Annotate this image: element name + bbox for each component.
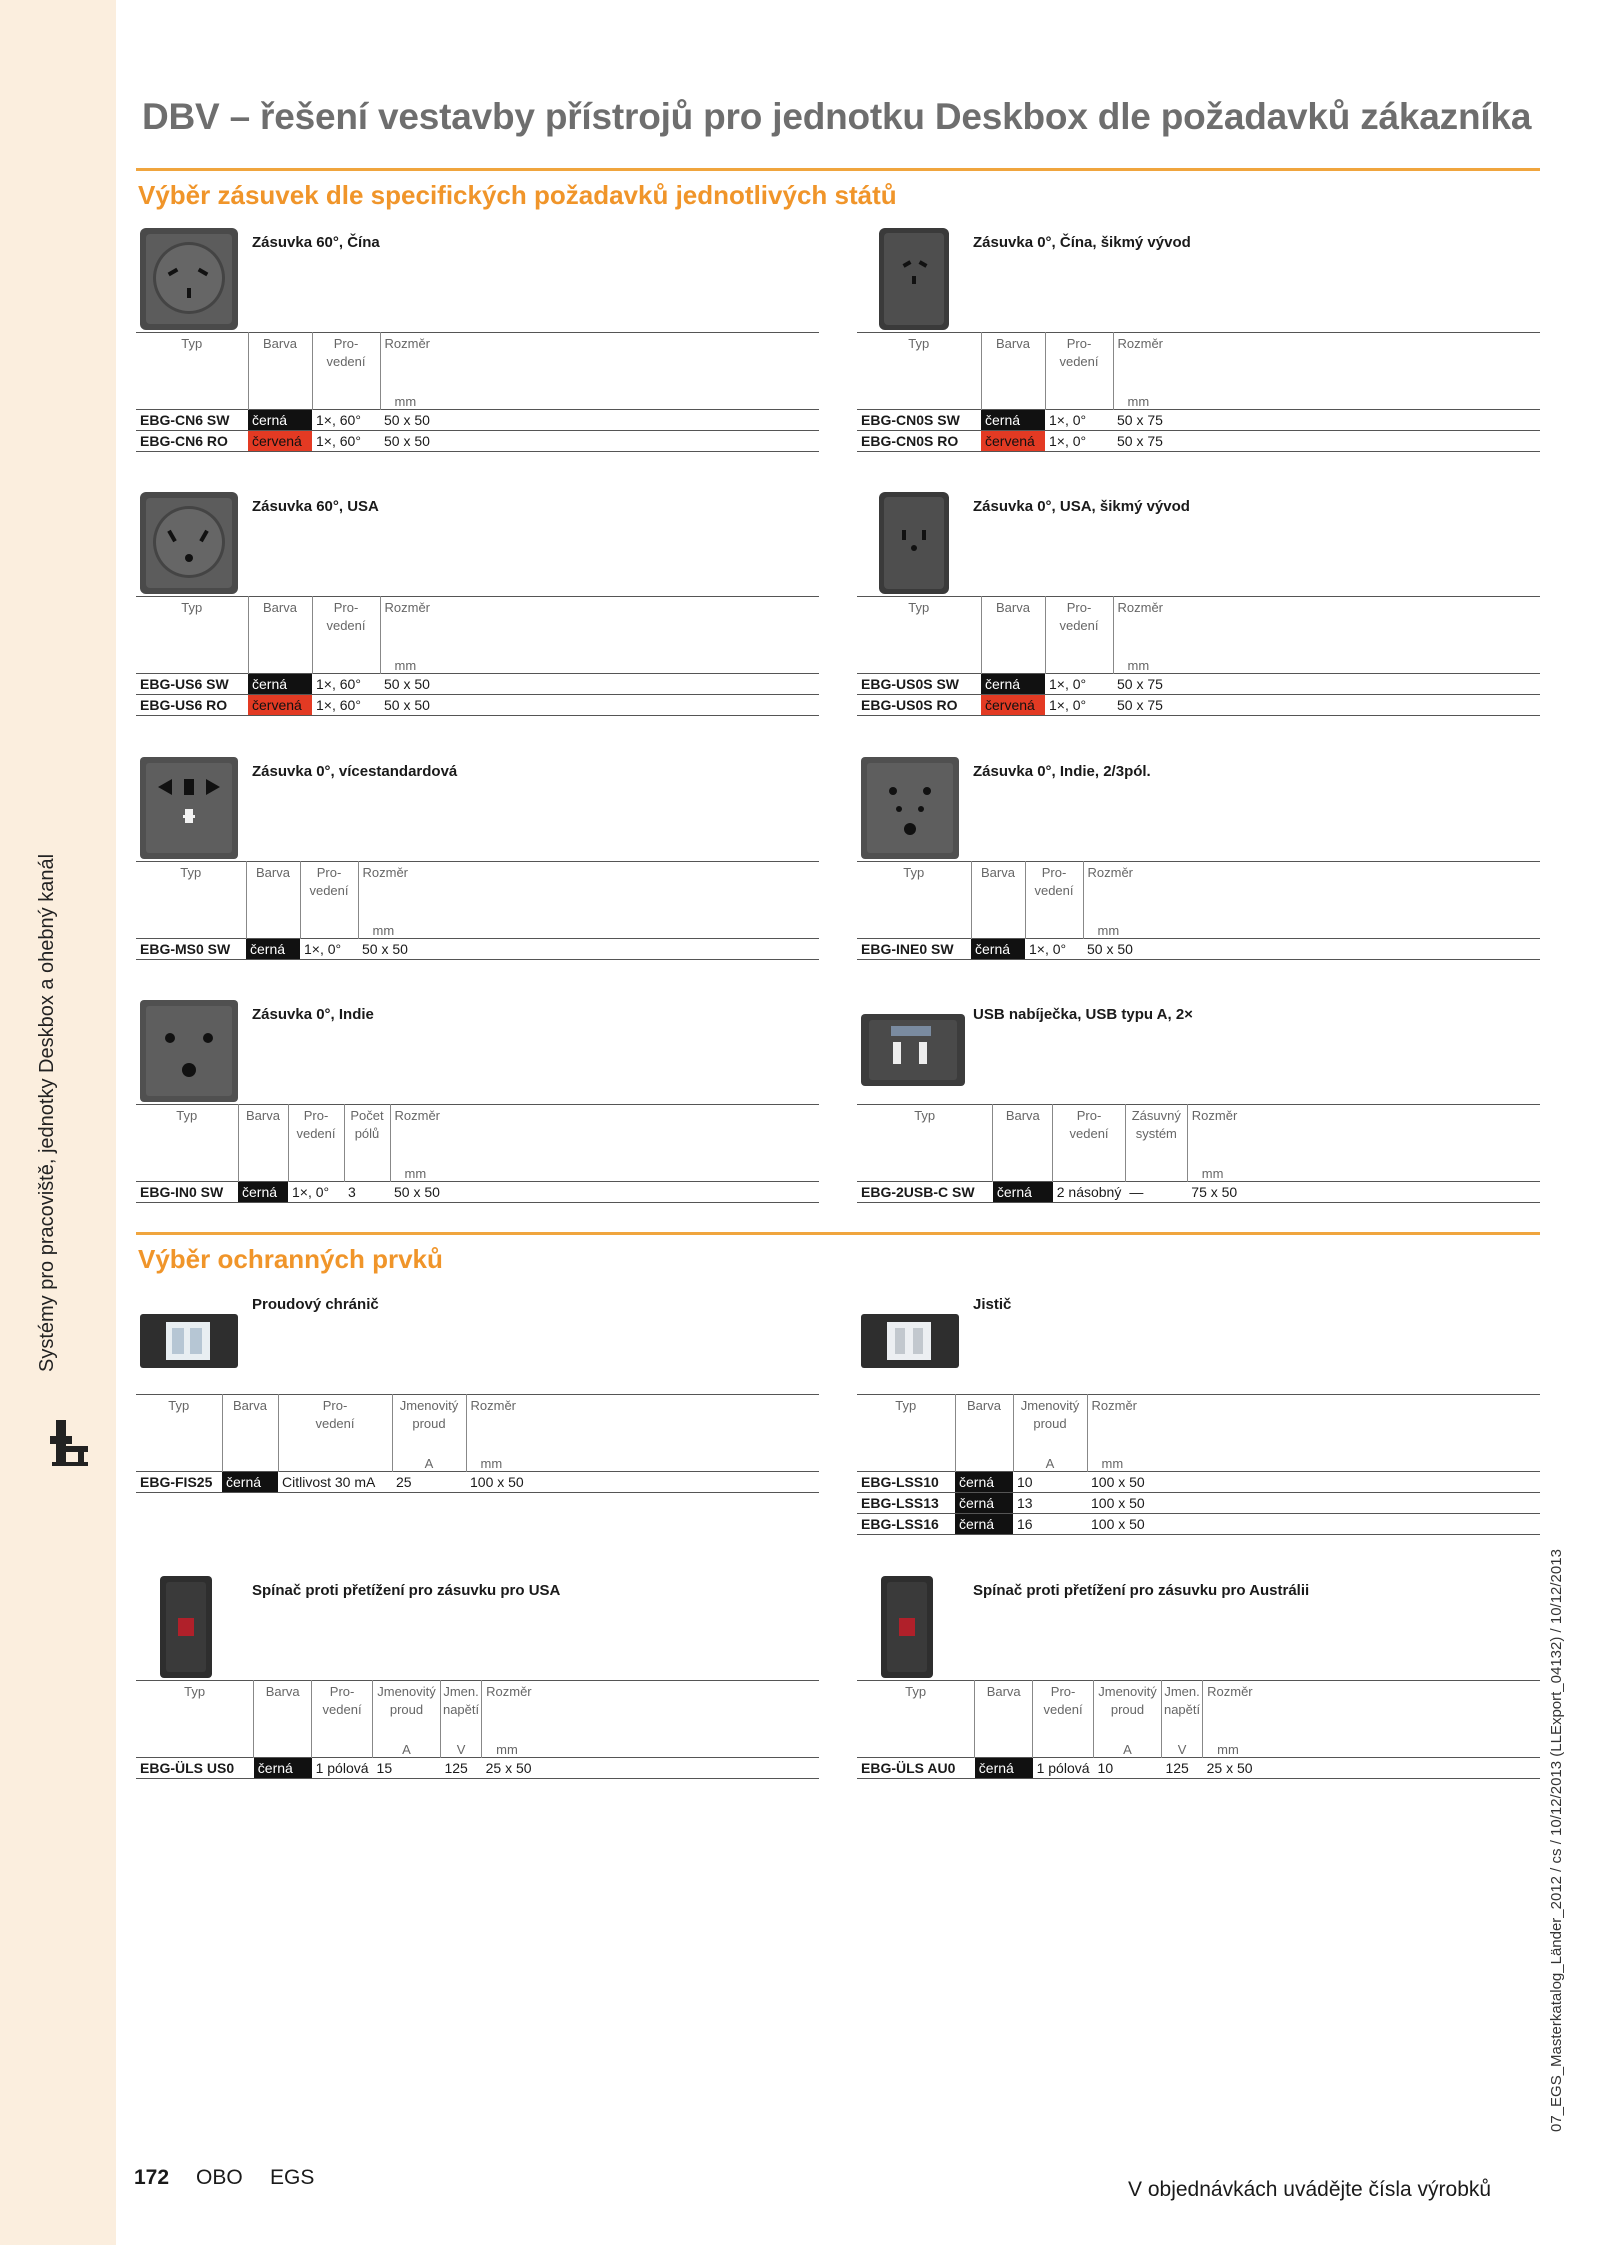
table-row	[136, 674, 819, 695]
column-header: Typ	[857, 1105, 993, 1164]
product-code: EBG-CN0S RO	[861, 433, 959, 449]
unit-cell: mm	[394, 658, 417, 673]
spec-table	[136, 596, 819, 716]
sidebar-section-label: Systémy pro pracoviště, jednotky Deskbox a ohebný kanál	[36, 853, 58, 1372]
unit-cell	[136, 920, 246, 939]
unit-cell	[136, 1163, 238, 1182]
spec-value: —	[1129, 1184, 1144, 1200]
column-header: Barva	[955, 1395, 1013, 1454]
unit-cell: mm	[1217, 1742, 1239, 1757]
footer-series: EGS	[270, 2166, 315, 2189]
unit-cell: A	[1094, 1739, 1162, 1758]
color-cell: černá	[955, 1493, 1013, 1514]
unit-cell	[857, 920, 971, 939]
table-row	[857, 410, 1540, 431]
spec-table	[136, 1394, 819, 1493]
unit-cell	[238, 1163, 288, 1182]
unit-cell: A	[1013, 1453, 1087, 1472]
overload-switch-australia-image	[881, 1576, 981, 1680]
unit-cell: mm	[372, 923, 395, 938]
unit-cell	[288, 1163, 344, 1182]
unit-cell	[246, 920, 300, 939]
unit-cell	[312, 391, 380, 410]
column-header: Typ	[136, 597, 248, 656]
unit-cell	[312, 655, 380, 674]
product-code: EBG-LSS10	[861, 1474, 939, 1490]
spec-value: 16	[1017, 1516, 1033, 1532]
product-title: Proudový chránič	[252, 1296, 379, 1313]
column-header: Rozměr	[1091, 1398, 1138, 1413]
column-header: Pro- vedení	[1025, 862, 1083, 921]
column-header: Typ	[857, 1681, 975, 1740]
column-header: Typ	[857, 1395, 955, 1454]
color-cell: černá	[955, 1472, 1013, 1493]
color-cell: červená	[981, 431, 1045, 452]
table-row	[857, 695, 1540, 716]
color-cell: červená	[248, 695, 312, 716]
unit-cell: A	[392, 1453, 466, 1472]
column-header: Typ	[857, 333, 981, 392]
overload-switch-usa-image	[160, 1576, 260, 1680]
column-header: Rozměr	[470, 1398, 517, 1413]
product-code: EBG-CN0S SW	[861, 412, 960, 428]
spec-table	[857, 1104, 1540, 1203]
page-number: 172	[134, 2166, 170, 2189]
section-title-protection: Výběr ochranných prvků	[138, 1244, 443, 1274]
unit-cell	[1033, 1739, 1094, 1758]
table-row	[857, 1514, 1540, 1535]
unit-cell	[254, 1739, 312, 1758]
table-row	[136, 1472, 819, 1493]
unit-cell	[1045, 391, 1113, 410]
column-header: Pro- vedení	[1045, 333, 1113, 392]
unit-cell: mm	[404, 1166, 427, 1181]
section-divider	[136, 1232, 1540, 1235]
column-header: Zásuvný systém	[1125, 1105, 1187, 1164]
column-header: Pro- vedení	[288, 1105, 344, 1164]
column-header: Typ	[136, 333, 248, 392]
column-header: Jmenovitý proud	[1094, 1681, 1162, 1740]
color-cell: černá	[238, 1182, 288, 1203]
column-header: Rozměr	[1207, 1684, 1253, 1699]
table-row	[857, 1182, 1540, 1203]
spec-table	[136, 1680, 819, 1779]
product-code: EBG-LSS13	[861, 1495, 939, 1511]
product-code: EBG-US0S SW	[861, 676, 960, 692]
spec-value: 1×, 0°	[304, 941, 342, 957]
spec-table	[857, 1394, 1540, 1535]
spec-value: 125	[1165, 1760, 1189, 1776]
table-row	[857, 939, 1540, 960]
unit-cell	[971, 920, 1025, 939]
spec-table	[857, 332, 1540, 452]
socket-india-2-3-pole-image	[861, 757, 961, 861]
unit-cell	[857, 1163, 993, 1182]
spec-value: 50 x 75	[1117, 433, 1163, 449]
workstation-icon	[48, 1418, 92, 1470]
spec-value: 1×, 60°	[316, 676, 361, 692]
spec-value: 50 x 75	[1117, 697, 1163, 713]
socket-multistandard-image	[140, 757, 240, 861]
color-cell: červená	[981, 695, 1045, 716]
unit-cell	[248, 391, 312, 410]
product-title: Spínač proti přetížení pro zásuvku pro Austrálii	[973, 1582, 1310, 1599]
spec-value: 125	[444, 1760, 468, 1776]
spec-value: 1×, 0°	[1049, 676, 1087, 692]
unit-cell	[312, 1739, 373, 1758]
spec-value: 2 násobný	[1056, 1184, 1122, 1200]
unit-cell: mm	[1101, 1456, 1124, 1471]
unit-cell	[857, 391, 981, 410]
rcd-breaker-image	[140, 1314, 240, 1394]
unit-cell	[136, 391, 248, 410]
color-cell: černá	[981, 410, 1045, 431]
unit-cell	[248, 655, 312, 674]
column-header: Pro- vedení	[312, 1681, 373, 1740]
spec-value: 100 x 50	[1091, 1474, 1145, 1490]
column-header: Barva	[248, 597, 312, 656]
unit-cell	[993, 1163, 1053, 1182]
column-header: Typ	[136, 862, 246, 921]
spec-table	[857, 596, 1540, 716]
product-title: Zásuvka 0°, Indie	[252, 1006, 374, 1023]
title-divider	[136, 168, 1540, 171]
column-header: Pro- vedení	[300, 862, 358, 921]
column-header: Jmenovitý proud	[1013, 1395, 1087, 1454]
column-header: Barva	[246, 862, 300, 921]
column-header: Pro- vedení	[1053, 1105, 1126, 1164]
color-cell: černá	[248, 674, 312, 695]
unit-cell: mm	[394, 394, 417, 409]
column-header: Jmen. napětí	[1161, 1681, 1202, 1740]
color-cell: černá	[975, 1758, 1033, 1779]
color-cell: černá	[254, 1758, 312, 1779]
spec-table	[136, 861, 819, 960]
spec-value: 1×, 0°	[1049, 433, 1087, 449]
column-header: Jmen. napětí	[440, 1681, 481, 1740]
spec-value: 25 x 50	[485, 1760, 532, 1776]
color-cell: černá	[222, 1472, 278, 1493]
unit-cell: mm	[1201, 1166, 1224, 1181]
unit-cell	[136, 655, 248, 674]
product-code: EBG-FIS25	[140, 1474, 213, 1490]
spec-table	[857, 861, 1540, 960]
product-title: Zásuvka 0°, Indie, 2/3pól.	[973, 763, 1151, 780]
column-header: Počet pólů	[344, 1105, 390, 1164]
product-title: Zásuvka 0°, USA, šikmý vývod	[973, 498, 1190, 515]
spec-value: 50 x 50	[384, 697, 430, 713]
unit-cell	[857, 1453, 955, 1472]
product-title: Zásuvka 0°, vícestandardová	[252, 763, 458, 780]
page-title: DBV – řešení vestavby přístrojů pro jednotku Deskbox dle požadavků zákazníka	[142, 96, 1532, 137]
unit-cell	[981, 655, 1045, 674]
column-header: Pro- vedení	[278, 1395, 392, 1454]
section-title-sockets: Výběr zásuvek dle specifických požadavků jednotlivých států	[138, 180, 897, 210]
product-code: EBG-ÜLS US0	[140, 1760, 235, 1776]
table-row	[857, 1758, 1540, 1779]
spec-value: 50 x 50	[384, 676, 430, 692]
socket-usa-0-angled-image	[879, 492, 979, 596]
product-code: EBG-US0S RO	[861, 697, 958, 713]
circuit-breaker-image	[861, 1314, 961, 1394]
unit-cell	[1025, 920, 1083, 939]
column-header: Rozměr	[486, 1684, 532, 1699]
column-header: Barva	[981, 333, 1045, 392]
spec-value: 50 x 50	[384, 412, 430, 428]
column-header: Typ	[136, 1105, 238, 1164]
product-code: EBG-CN6 RO	[140, 433, 228, 449]
spec-value: 1 pólová	[315, 1760, 369, 1776]
spec-value: 1×, 0°	[1049, 412, 1087, 428]
column-header: Jmenovitý proud	[373, 1681, 441, 1740]
unit-cell	[136, 1739, 254, 1758]
spec-value: 13	[1017, 1495, 1033, 1511]
column-header: Rozměr	[394, 1108, 441, 1123]
product-title: Zásuvka 0°, Čína, šikmý vývod	[973, 234, 1191, 251]
spec-value: 25 x 50	[1206, 1760, 1253, 1776]
spec-table	[857, 1680, 1540, 1779]
color-cell: černá	[248, 410, 312, 431]
product-code: EBG-ÜLS AU0	[861, 1760, 956, 1776]
unit-cell	[857, 655, 981, 674]
product-code: EBG-US6 RO	[140, 697, 228, 713]
unit-cell: mm	[1127, 394, 1150, 409]
column-header: Pro- vedení	[1045, 597, 1113, 656]
column-header: Barva	[238, 1105, 288, 1164]
spec-value: 50 x 50	[362, 941, 408, 957]
socket-china-0-angled-image	[879, 228, 979, 332]
unit-cell: mm	[480, 1456, 503, 1471]
unit-cell	[1045, 655, 1113, 674]
column-header: Typ	[136, 1395, 222, 1454]
product-title: Jistič	[973, 1296, 1012, 1313]
spec-value: 15	[376, 1760, 393, 1776]
color-cell: černá	[971, 939, 1025, 960]
catalog-edge-reference: 07_EGS_Masterkatalog_Länder_2012 / cs / 10/12/2013 (LLExport_04132) / 10/12/2013	[1548, 1549, 1565, 2132]
unit-cell: A	[373, 1739, 441, 1758]
unit-cell	[955, 1453, 1013, 1472]
socket-usa-60-image	[140, 492, 240, 596]
spec-value: 3	[348, 1184, 356, 1200]
socket-india-image	[140, 1000, 240, 1104]
table-row	[136, 431, 819, 452]
table-row	[857, 431, 1540, 452]
unit-cell	[1053, 1163, 1126, 1182]
spec-value: 1×, 60°	[316, 412, 361, 428]
product-code: EBG-LSS16	[861, 1516, 939, 1532]
color-cell: černá	[955, 1514, 1013, 1535]
column-header: Barva	[975, 1681, 1033, 1740]
table-row	[136, 1182, 819, 1203]
column-header: Pro- vedení	[312, 333, 380, 392]
spec-value: 10	[1017, 1474, 1033, 1490]
unit-cell	[222, 1453, 278, 1472]
column-header: Rozměr	[384, 600, 431, 615]
spec-value: 25	[396, 1474, 412, 1490]
product-title: USB nabíječka, USB typu A, 2×	[973, 1006, 1193, 1023]
spec-value: 1 pólová	[1036, 1760, 1090, 1776]
column-header: Barva	[222, 1395, 278, 1454]
unit-cell: V	[1161, 1739, 1202, 1758]
column-header: Typ	[857, 597, 981, 656]
spec-table	[136, 1104, 819, 1203]
spec-table	[136, 332, 819, 452]
column-header: Rozměr	[384, 336, 431, 351]
table-row	[857, 1472, 1540, 1493]
column-header: Barva	[971, 862, 1025, 921]
unit-cell: V	[440, 1739, 481, 1758]
socket-china-60-image	[140, 228, 240, 332]
column-header: Pro- vedení	[1033, 1681, 1094, 1740]
table-row	[857, 674, 1540, 695]
color-cell: černá	[246, 939, 300, 960]
footer-brand: OBO	[196, 2166, 243, 2189]
unit-cell	[1125, 1163, 1187, 1182]
spec-value: 100 x 50	[1091, 1495, 1145, 1511]
color-cell: černá	[993, 1182, 1053, 1203]
spec-value: 1×, 0°	[1029, 941, 1067, 957]
product-code: EBG-IN0 SW	[140, 1184, 224, 1200]
table-row	[136, 695, 819, 716]
unit-cell: mm	[1127, 658, 1150, 673]
table-row	[857, 1493, 1540, 1514]
column-header: Rozměr	[1087, 865, 1134, 880]
column-header: Rozměr	[1117, 336, 1164, 351]
spec-value: 75 x 50	[1191, 1184, 1238, 1200]
spec-value: 100 x 50	[1091, 1516, 1145, 1532]
column-header: Barva	[248, 333, 312, 392]
color-cell: černá	[981, 674, 1045, 695]
column-header: Typ	[136, 1681, 254, 1740]
spec-value: 100 x 50	[470, 1474, 524, 1490]
table-row	[136, 939, 819, 960]
column-header: Barva	[981, 597, 1045, 656]
unit-cell: mm	[496, 1742, 518, 1757]
product-code: EBG-US6 SW	[140, 676, 229, 692]
unit-cell	[344, 1163, 390, 1182]
spec-value: 1×, 60°	[316, 697, 361, 713]
column-header: Barva	[993, 1105, 1053, 1164]
spec-value: 1×, 0°	[1049, 697, 1087, 713]
footer-order-note: V objednávkách uvádějte čísla výrobků	[1128, 2178, 1492, 2201]
spec-value: 50 x 50	[1087, 941, 1133, 957]
spec-value: 50 x 75	[1117, 412, 1163, 428]
unit-cell	[300, 920, 358, 939]
spec-value: Citlivost 30 mA	[282, 1474, 376, 1490]
product-code: EBG-CN6 SW	[140, 412, 230, 428]
spec-value: 1×, 60°	[316, 433, 361, 449]
spec-value: 50 x 50	[394, 1184, 440, 1200]
column-header: Rozměr	[1117, 600, 1164, 615]
product-code: EBG-INE0 SW	[861, 941, 954, 957]
column-header: Rozměr	[362, 865, 409, 880]
product-code: EBG-2USB-C SW	[861, 1184, 975, 1200]
unit-cell	[975, 1739, 1033, 1758]
unit-cell	[136, 1453, 222, 1472]
spec-value: 10	[1097, 1760, 1114, 1776]
unit-cell	[857, 1739, 975, 1758]
product-title: Zásuvka 60°, Čína	[252, 234, 380, 251]
spec-value: 50 x 50	[384, 433, 430, 449]
column-header: Jmenovitý proud	[392, 1395, 466, 1454]
column-header: Typ	[857, 862, 971, 921]
column-header: Rozměr	[1191, 1108, 1238, 1123]
product-title: Zásuvka 60°, USA	[252, 498, 379, 515]
product-code: EBG-MS0 SW	[140, 941, 231, 957]
unit-cell: mm	[1097, 923, 1120, 938]
column-header: Pro- vedení	[312, 597, 380, 656]
column-header: Barva	[254, 1681, 312, 1740]
unit-cell	[278, 1453, 392, 1472]
usb-charger-image	[861, 1000, 971, 1104]
spec-value: 1×, 0°	[292, 1184, 330, 1200]
table-row	[136, 1758, 819, 1779]
color-cell: červená	[248, 431, 312, 452]
product-title: Spínač proti přetížení pro zásuvku pro USA	[252, 1582, 561, 1599]
unit-cell	[981, 391, 1045, 410]
spec-value: 50 x 75	[1117, 676, 1163, 692]
table-row	[136, 410, 819, 431]
